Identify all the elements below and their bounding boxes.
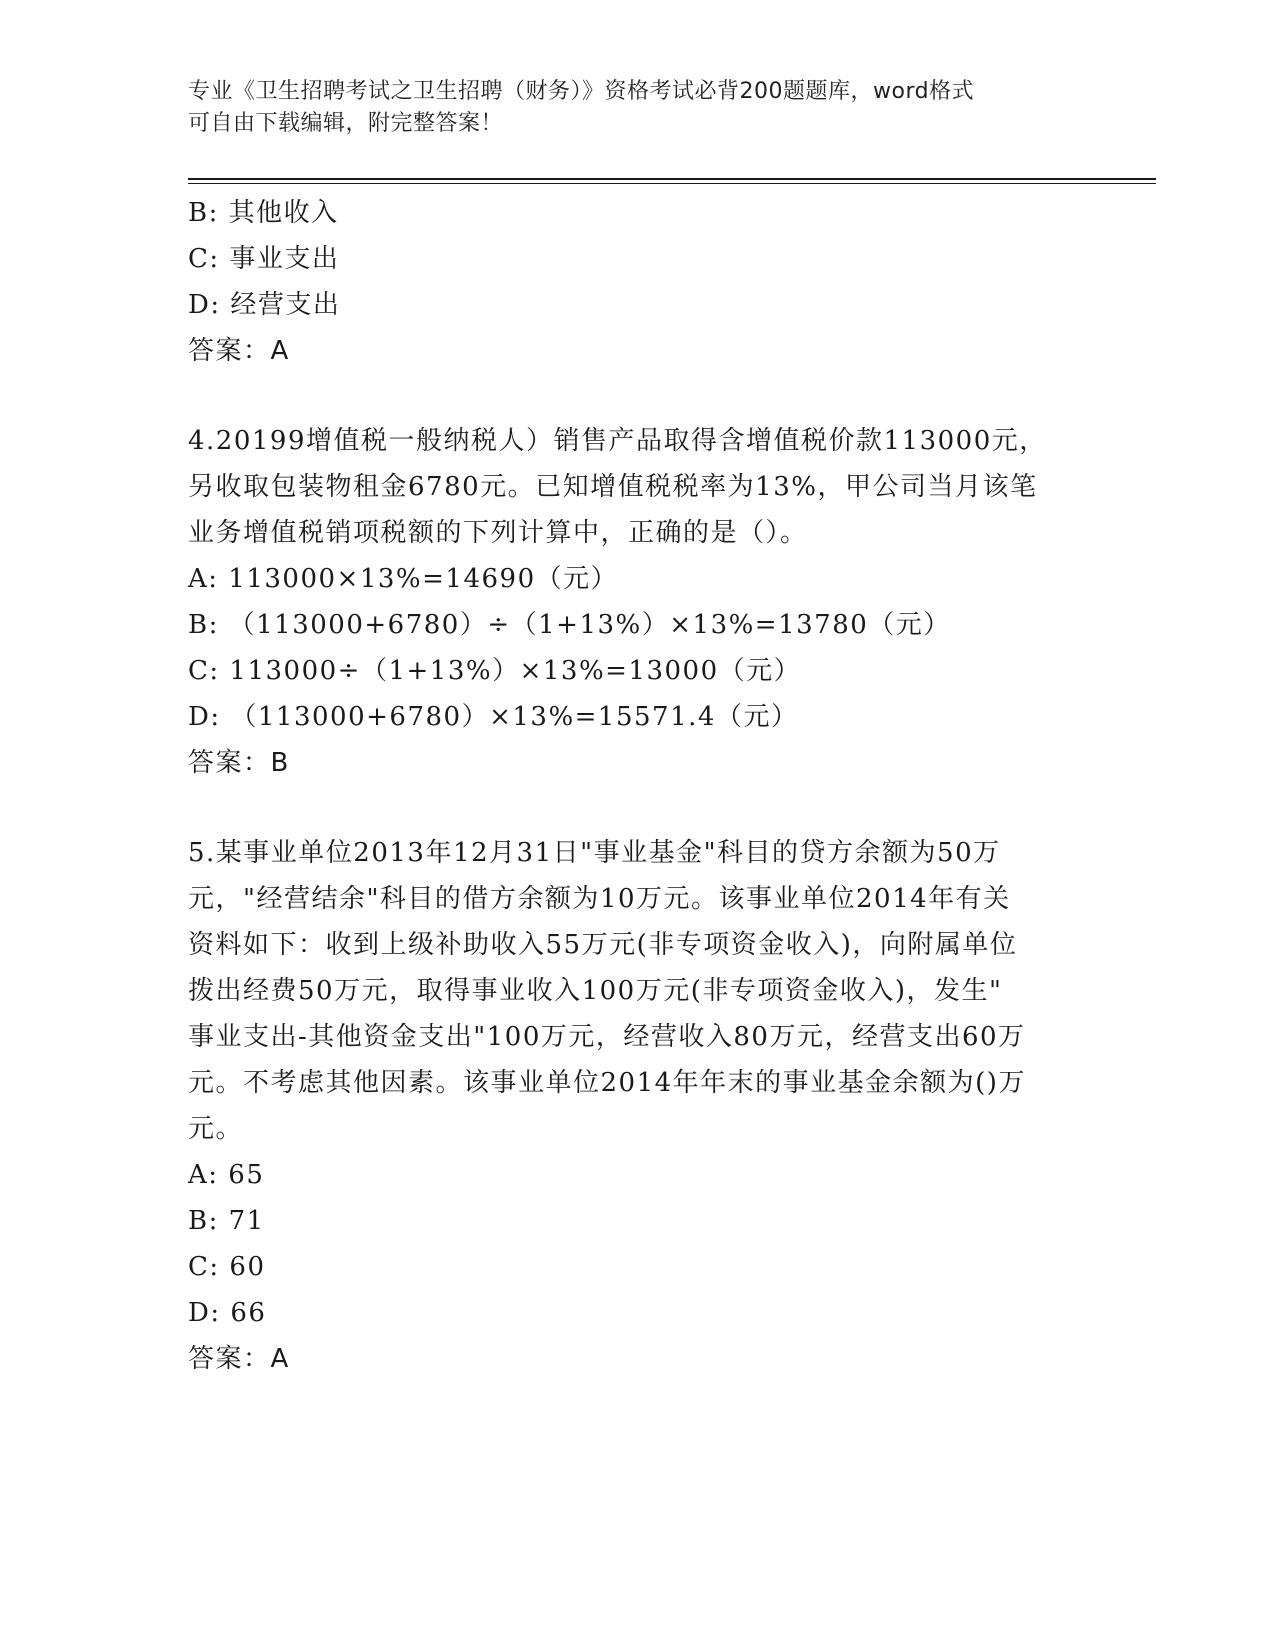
header-line-2: 可自由下载编辑，附完整答案！ [188, 111, 504, 136]
question-5-stem-line: 元，"经营结余"科目的借方余额为10万元。该事业单位2014年有关 [188, 884, 1011, 914]
question-5-stem-line: 拨出经费50万元，取得事业收入100万元(非专项资金收入)，发生" [188, 976, 1003, 1006]
question-5-stem-line: 事业支出-其他资金支出"100万元，经营收入80万元，经营支出60万 [188, 1022, 1026, 1052]
option-a: A: 65 [188, 1160, 265, 1190]
question-5-options [188, 1152, 1078, 1336]
option-c: C: 事业支出 [188, 244, 340, 274]
question-4-options [188, 556, 1078, 740]
question-5-stem [188, 830, 1078, 1152]
option-b: B: （113000+6780）÷（1+13%）×13%=13780（元） [188, 610, 951, 640]
question-5-stem-line: 元。 [188, 1114, 244, 1144]
question-4-stem-line: 4.20199增值税一般纳税人）销售产品取得含增值税价款113000元， [188, 426, 1047, 456]
question-5-answer: 答案：A [188, 1344, 290, 1374]
question-5-stem-line: 资料如下：收到上级补助收入55万元(非专项资金收入)，向附属单位 [188, 930, 1018, 960]
option-c: C: 60 [188, 1252, 266, 1282]
option-d: D: 经营支出 [188, 290, 341, 320]
option-d: D: 66 [188, 1298, 267, 1328]
option-d: D: （113000+6780）×13%=15571.4（元） [188, 702, 799, 732]
question-4-stem-line: 业务增值税销项税额的下列计算中，正确的是（）。 [188, 518, 808, 548]
header-divider-thin [188, 183, 1156, 184]
question-content [188, 190, 1078, 1382]
header-line-1: 专业《卫生招聘考试之卫生招聘（财务）》资格考试必背200题题库，word格式 [188, 79, 975, 104]
header-divider-thick [188, 178, 1156, 180]
question-5-stem-line: 元。不考虑其他因素。该事业单位2014年年末的事业基金余额为()万 [188, 1068, 1026, 1098]
question-5-stem-line: 5.某事业单位2013年12月31日"事业基金"科目的贷方余额为50万 [188, 838, 1001, 868]
option-a: A: 113000×13%=14690（元） [188, 564, 619, 594]
option-b: B: 71 [188, 1206, 265, 1236]
option-c: C: 113000÷（1+13%）×13%=13000（元） [188, 656, 802, 686]
question-3-answer: 答案：A [188, 336, 290, 366]
option-b: B: 其他收入 [188, 198, 339, 228]
question-4-answer: 答案：B [188, 748, 290, 778]
question-4-stem [188, 418, 1078, 556]
document-header [188, 76, 1068, 140]
question-3-options [188, 190, 1078, 328]
question-4-stem-line: 另收取包装物租金6780元。已知增值税税率为13%，甲公司当月该笔 [188, 472, 1038, 502]
